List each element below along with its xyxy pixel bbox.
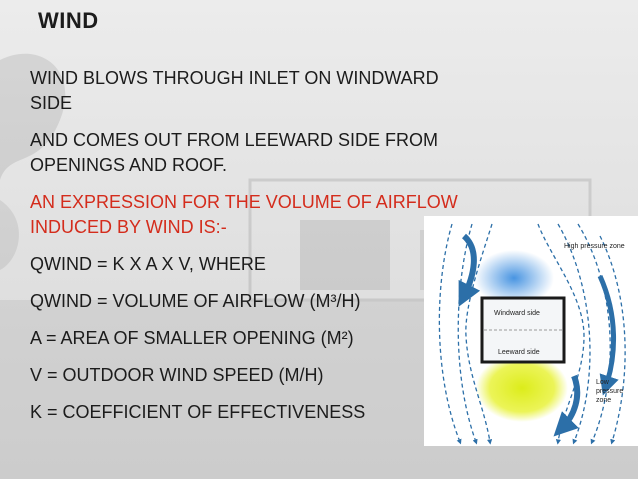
low-pressure-label-2: pressure bbox=[596, 388, 624, 395]
slide-title: WIND bbox=[38, 8, 99, 33]
wind-pressure-diagram bbox=[424, 216, 638, 446]
expression-line-1: AN EXPRESSION FOR THE VOLUME OF AIRFLOW bbox=[30, 192, 458, 212]
low-pressure-label-3: zone bbox=[596, 397, 612, 404]
expression-line-2: INDUCED BY WIND IS:- bbox=[30, 217, 227, 237]
leeward-label: Leeward side bbox=[498, 349, 540, 356]
side-flow-arrow bbox=[600, 276, 614, 386]
definition-speed: V = OUTDOOR WIND SPEED (M/H) bbox=[30, 365, 324, 385]
low-pressure-zone bbox=[476, 354, 568, 422]
high-pressure-label: High pressure zone bbox=[564, 243, 625, 250]
body-line-3: AND COMES OUT FROM LEEWARD SIDE FROM bbox=[30, 130, 439, 150]
definition-coefficient: K = COEFFICIENT OF EFFECTIVENESS bbox=[30, 402, 366, 422]
low-pressure-label-1: Low bbox=[596, 379, 609, 386]
formula-line: QWIND = K X A X V, WHERE bbox=[30, 254, 266, 274]
body-line-4: OPENINGS AND ROOF. bbox=[30, 155, 228, 175]
windward-label: Windward side bbox=[494, 310, 540, 317]
body-line-2: SIDE bbox=[30, 93, 73, 113]
body-line-1: WIND BLOWS THROUGH INLET ON WINDWARD bbox=[30, 68, 439, 88]
definition-area: A = AREA OF SMALLER OPENING (M²) bbox=[30, 328, 354, 348]
definition-qwind: QWIND = VOLUME OF AIRFLOW (M³/H) bbox=[30, 291, 361, 311]
